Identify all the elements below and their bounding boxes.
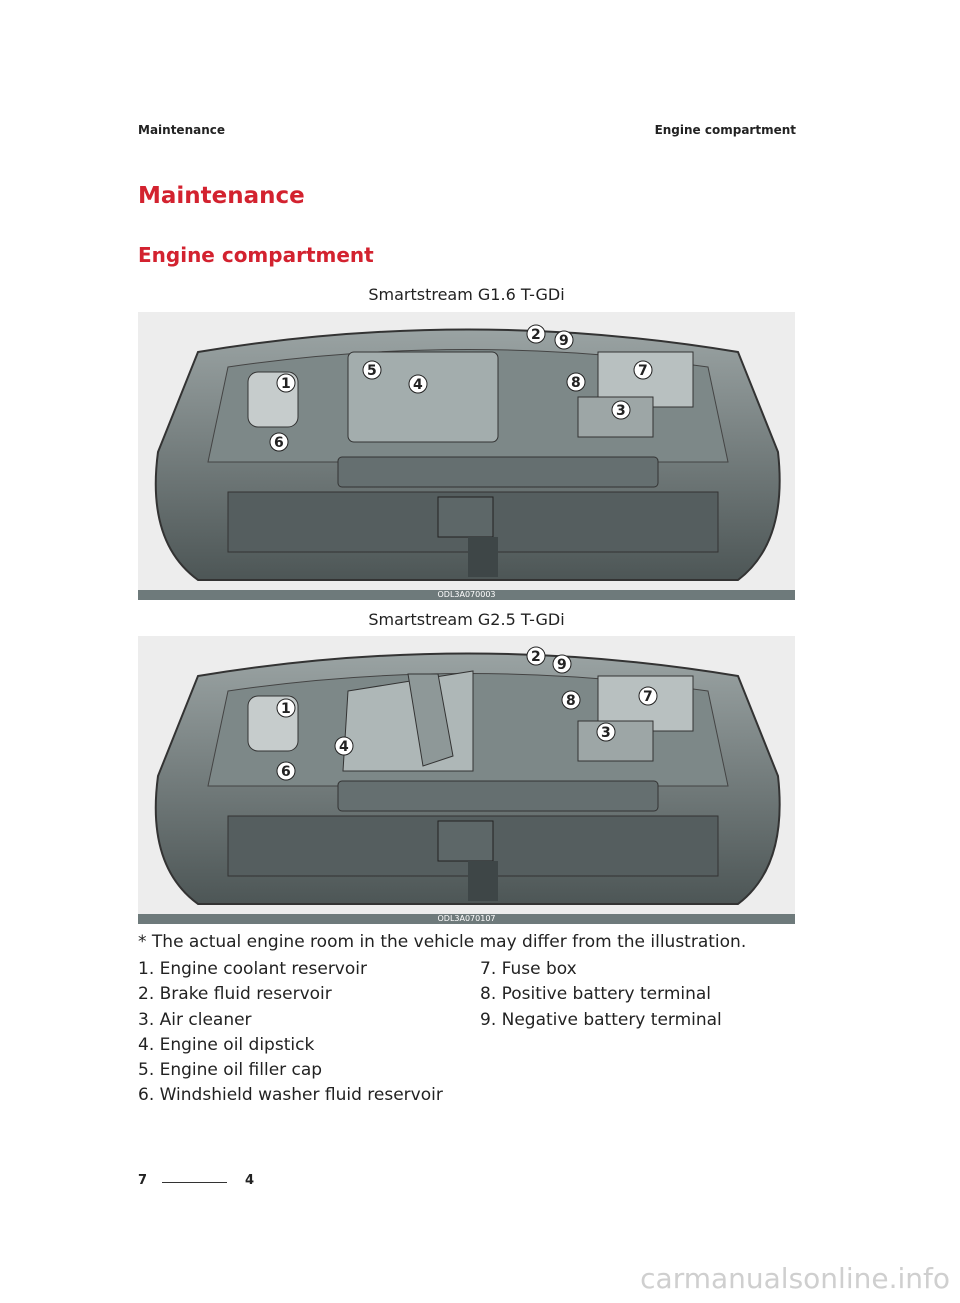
callout-7: 7 (638, 363, 648, 379)
illustration-note: * The actual engine room in the vehicle may differ from the illustration. (138, 932, 747, 952)
callout-8: 8 (566, 693, 576, 709)
list-item: 5. Engine oil filler cap (138, 1060, 323, 1081)
list-item: 7. Fuse box (480, 959, 577, 979)
figure-code-1: ODL3A070003 (138, 590, 795, 600)
figure-caption-2: Smartstream G2.5 T-GDi (368, 610, 565, 629)
callout-9: 9 (559, 333, 569, 349)
figure-caption-1: Smartstream G1.6 T-GDi (368, 285, 565, 304)
figure-code-2: ODL3A070107 (138, 914, 795, 924)
callout-5: 5 (367, 363, 377, 379)
list-item: 2. Brake fluid reservoir (138, 984, 332, 1005)
component-list-left (138, 957, 443, 1109)
running-header-section: Maintenance (138, 123, 226, 137)
callout-3: 3 (601, 725, 611, 741)
callout-4: 4 (413, 377, 423, 393)
running-header-topic: Engine compartment (654, 123, 796, 137)
footer-page-number: 4 (245, 1173, 255, 1188)
engine-illustration-2 (138, 636, 795, 924)
footer-divider (162, 1182, 227, 1183)
callout-6: 6 (281, 764, 291, 780)
callout-9: 9 (557, 657, 567, 673)
page-title: Maintenance (138, 183, 305, 209)
callout-3: 3 (616, 403, 626, 419)
watermark-text: carmanualsonline.info (640, 1262, 950, 1295)
callout-4: 4 (339, 739, 349, 755)
callout-1: 1 (281, 701, 291, 717)
callout-2: 2 (531, 649, 541, 665)
section-heading: Engine compartment (138, 243, 374, 267)
callout-8: 8 (571, 375, 581, 391)
component-list-right (480, 957, 722, 1033)
list-item: 6. Windshield washer fluid reservoir (138, 1085, 443, 1106)
callout-2: 2 (531, 327, 541, 343)
list-item: 9. Negative battery terminal (480, 1009, 722, 1030)
list-item: 4. Engine oil dipstick (138, 1034, 315, 1055)
engine-illustration-1 (138, 312, 795, 600)
callout-1: 1 (281, 376, 291, 392)
list-item: 1. Engine coolant reservoir (138, 959, 367, 979)
footer-section-number: 7 (138, 1173, 148, 1188)
list-item: 3. Air cleaner (138, 1009, 252, 1030)
callout-7: 7 (643, 689, 653, 705)
callout-6: 6 (274, 435, 284, 451)
list-item: 8. Positive battery terminal (480, 984, 712, 1005)
